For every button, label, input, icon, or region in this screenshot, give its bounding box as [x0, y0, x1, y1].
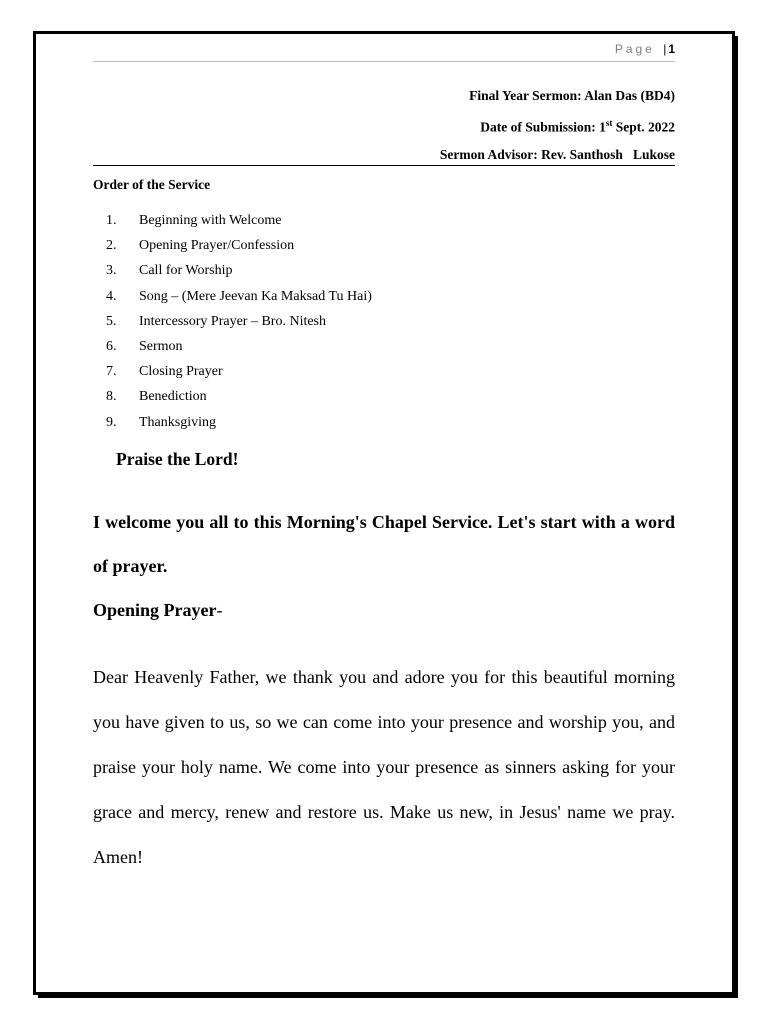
- list-text: Call for Worship: [139, 263, 233, 279]
- list-number: 1.: [106, 213, 117, 228]
- submission-date-suffix: Sept. 2022: [612, 119, 675, 135]
- header-rule: [93, 61, 675, 62]
- list-number: 2.: [106, 238, 117, 254]
- list-number: 8.: [106, 389, 117, 405]
- list-item: [93, 260, 372, 285]
- opening-prayer-dash: -: [216, 600, 223, 620]
- list-number: 7.: [106, 364, 117, 380]
- list-text: Closing Prayer: [139, 364, 223, 380]
- list-text: Benediction: [139, 389, 207, 405]
- opening-prayer-heading: [93, 600, 223, 621]
- page-number: [615, 42, 675, 56]
- meta-rule: [93, 165, 675, 166]
- page-separator: |: [663, 42, 667, 56]
- submission-date-prefix: Date of Submission: 1: [480, 119, 606, 135]
- list-item: [93, 286, 372, 311]
- list-text: Intercessory Prayer – Bro. Nitesh: [139, 313, 327, 329]
- sermon-title: Final Year Sermon: Alan Das (BD4): [469, 88, 675, 103]
- submission-date-sup: st: [605, 118, 613, 128]
- page-number-value: 1: [668, 42, 675, 56]
- list-item: [93, 210, 372, 235]
- prayer-paragraph: Dear Heavenly Father, we thank you and adore you for this beautiful morning you have given to us, so we can come into your presence and worship you, and praise your holy name. We come into your presence as sinners asking for your grace and mercy, renew and restore us. Make us new, in Jesus' name we pray. Amen!: [93, 667, 675, 867]
- sermon-advisor: Sermon Advisor: Rev. Santhosh Lukose: [439, 147, 675, 162]
- list-text: Thanksgiving: [139, 414, 216, 430]
- order-title: Order of the Service: [93, 177, 211, 192]
- list-number: 6.: [106, 338, 117, 354]
- opening-prayer-title: Opening Prayer: [93, 600, 217, 620]
- list-item: [93, 235, 372, 260]
- submission-date: [480, 118, 675, 136]
- list-number: 9.: [106, 414, 117, 430]
- praise-heading: Praise the Lord!: [116, 449, 239, 469]
- list-text: Opening Prayer/Confession: [139, 238, 295, 254]
- list-item: [93, 412, 372, 437]
- list-item: [93, 336, 372, 361]
- page-label: Page: [614, 42, 655, 56]
- list-number: 5.: [106, 313, 117, 329]
- list-number: 4.: [106, 288, 117, 304]
- list-item: [93, 386, 372, 411]
- list-text: Beginning with Welcome: [139, 213, 282, 228]
- welcome-paragraph: I welcome you all to this Morning's Chapel Service. Let's start with a word of prayer.: [93, 512, 675, 576]
- list-item: [93, 311, 372, 336]
- list-item: [93, 361, 372, 386]
- order-list: [93, 210, 372, 437]
- list-number: 3.: [106, 263, 117, 279]
- list-text: Song – (Mere Jeevan Ka Maksad Tu Hai): [139, 288, 372, 304]
- list-text: Sermon: [139, 338, 183, 354]
